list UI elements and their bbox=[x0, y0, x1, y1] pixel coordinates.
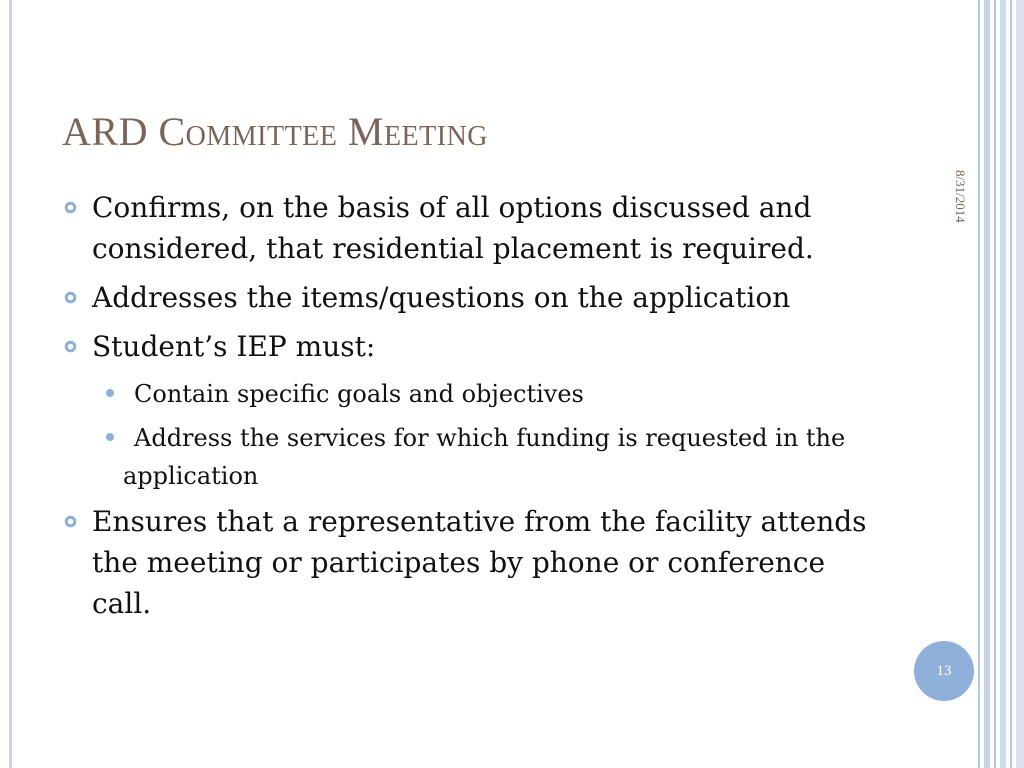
sub-bullet-text: Address the services for which funding is requested in the application bbox=[123, 424, 846, 490]
bullet-item bbox=[62, 501, 892, 624]
decorative-bar bbox=[978, 0, 980, 768]
bullet-text: Confirms, on the basis of all options discussed and considered, that residential placement is required. bbox=[92, 191, 814, 265]
slide-title: ARD Committee Meeting bbox=[62, 109, 489, 154]
bullet-text: Addresses the items/questions on the application bbox=[92, 281, 791, 314]
circle-bullet-icon bbox=[64, 291, 77, 304]
circle-bullet-icon bbox=[64, 340, 77, 353]
bullet-text: Student’s IEP must: bbox=[92, 330, 376, 363]
page-number: 13 bbox=[936, 662, 952, 679]
circle-bullet-icon bbox=[64, 515, 77, 528]
bullet-text: Ensures that a representative from the facility attends the meeting or participates by phone or conference call. bbox=[92, 505, 867, 620]
left-border-line bbox=[9, 0, 12, 768]
decorative-bar bbox=[1016, 0, 1024, 768]
sub-bullet-item bbox=[62, 375, 892, 413]
dot-bullet-icon bbox=[106, 433, 114, 441]
sub-bullet-item bbox=[62, 419, 892, 495]
decorative-bar bbox=[994, 0, 996, 768]
circle-bullet-icon bbox=[64, 201, 77, 214]
slide-date: 8/31/2014 bbox=[953, 170, 968, 223]
bullet-item bbox=[62, 187, 892, 269]
dot-bullet-icon bbox=[106, 389, 114, 397]
slide-content bbox=[62, 187, 892, 632]
decorative-bar bbox=[1000, 0, 1006, 768]
page-number-badge bbox=[914, 641, 974, 701]
sub-bullet-text: Contain specific goals and objectives bbox=[134, 380, 584, 408]
decorative-bar bbox=[1010, 0, 1012, 768]
bullet-item bbox=[62, 277, 892, 318]
bullet-item bbox=[62, 326, 892, 367]
right-decorative-bars bbox=[978, 0, 1024, 768]
decorative-bar bbox=[984, 0, 990, 768]
